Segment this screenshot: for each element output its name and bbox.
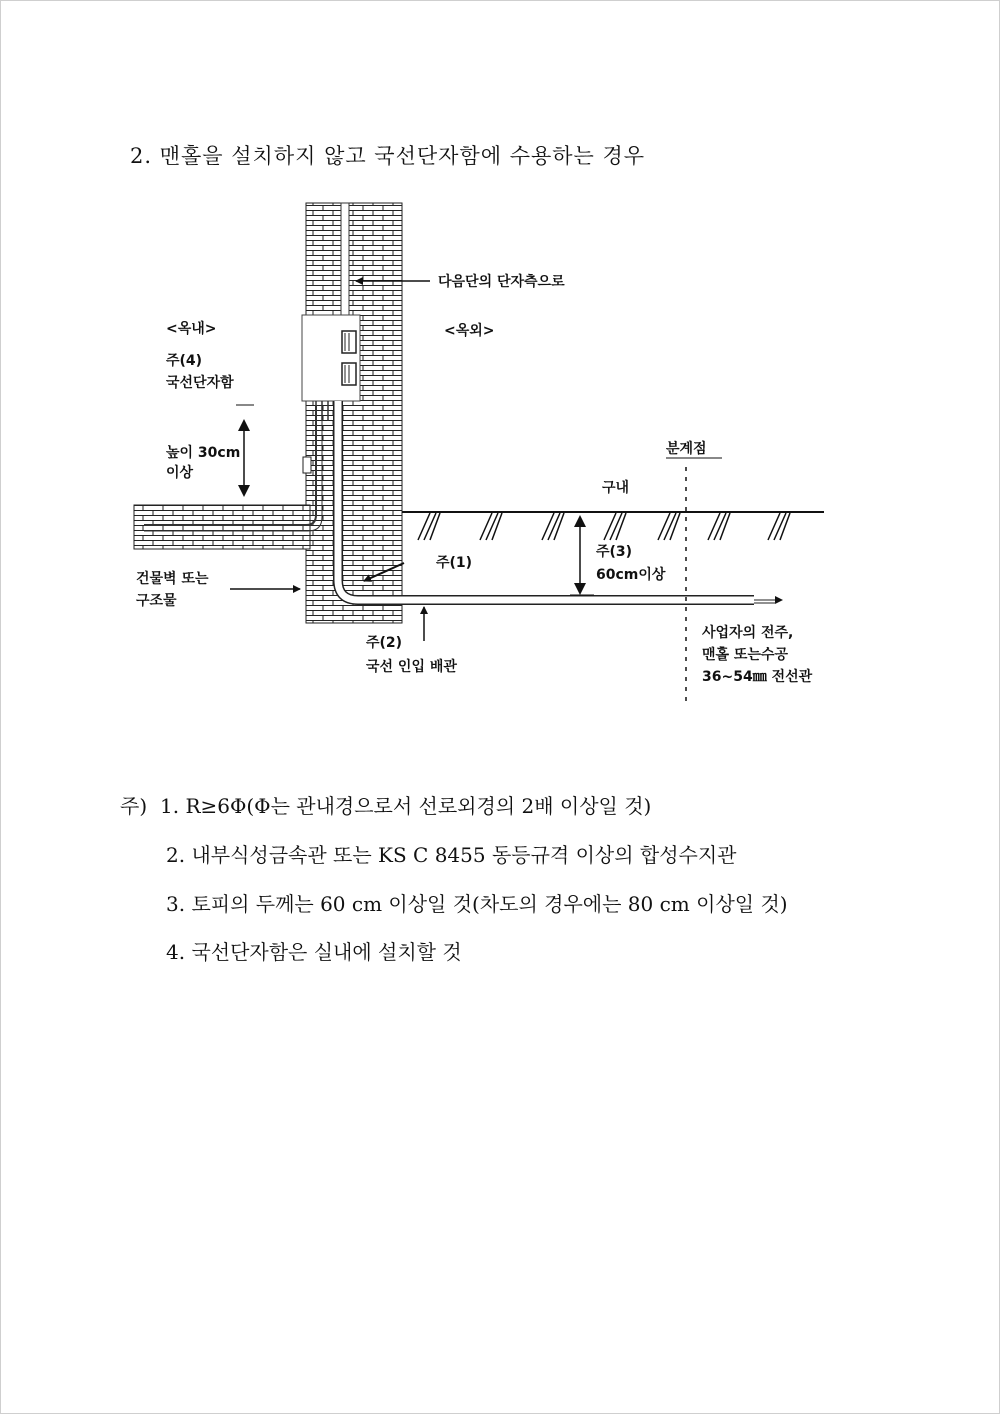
floor-slab xyxy=(134,505,310,549)
terminal-box xyxy=(302,315,360,401)
note-item-4: 4. 국선단자함은 실내에 설치할 것 xyxy=(166,940,462,964)
label-note2: 주(2) xyxy=(366,635,403,651)
soil-hatching xyxy=(418,513,790,540)
installation-diagram xyxy=(118,195,882,707)
label-height-1: 높이 30cm xyxy=(166,445,241,461)
label-indoor: <옥내> xyxy=(166,321,217,337)
label-outdoor: <옥외> xyxy=(444,323,495,339)
note-item-3: 3. 토피의 두께는 60 cm 이상일 것(차도의 경우에는 80 cm 이상일 것) xyxy=(166,892,788,916)
label-wall-2: 구조물 xyxy=(136,593,177,609)
label-wall-1: 건물벽 또는 xyxy=(136,571,209,587)
label-note4: 주(4) xyxy=(166,353,203,369)
notes-prefix: 주) xyxy=(120,794,148,818)
label-depth: 60cm이상 xyxy=(596,567,666,583)
label-note3: 주(3) xyxy=(596,544,633,560)
upper-conduit xyxy=(341,203,349,318)
label-operator-2: 맨홀 또는수공 xyxy=(702,647,789,663)
label-operator-1: 사업자의 전주, xyxy=(702,625,794,641)
label-height-2: 이상 xyxy=(166,465,194,481)
building-wall xyxy=(306,203,402,623)
note-item-1: 1. R≥6Φ(Φ는 관내경으로서 선로외경의 2배 이상일 것) xyxy=(160,794,652,818)
connector xyxy=(303,457,311,473)
label-next-terminal: 다음단의 단자측으로 xyxy=(438,274,565,290)
note-item-2: 2. 내부식성금속관 또는 KS C 8455 동등규격 이상의 합성수지관 xyxy=(166,843,737,867)
label-terminal-box: 국선단자함 xyxy=(166,375,234,391)
label-note1: 주(1) xyxy=(436,555,473,571)
section-heading: 2. 맨홀을 설치하지 않고 국선단자함에 수용하는 경우 xyxy=(130,144,646,168)
label-premises: 구내 xyxy=(602,480,630,496)
label-operator-3: 36~54㎜ 전선관 xyxy=(702,669,813,685)
label-entry-pipe: 국선 인입 배관 xyxy=(366,659,457,675)
label-boundary: 분계점 xyxy=(666,441,707,457)
